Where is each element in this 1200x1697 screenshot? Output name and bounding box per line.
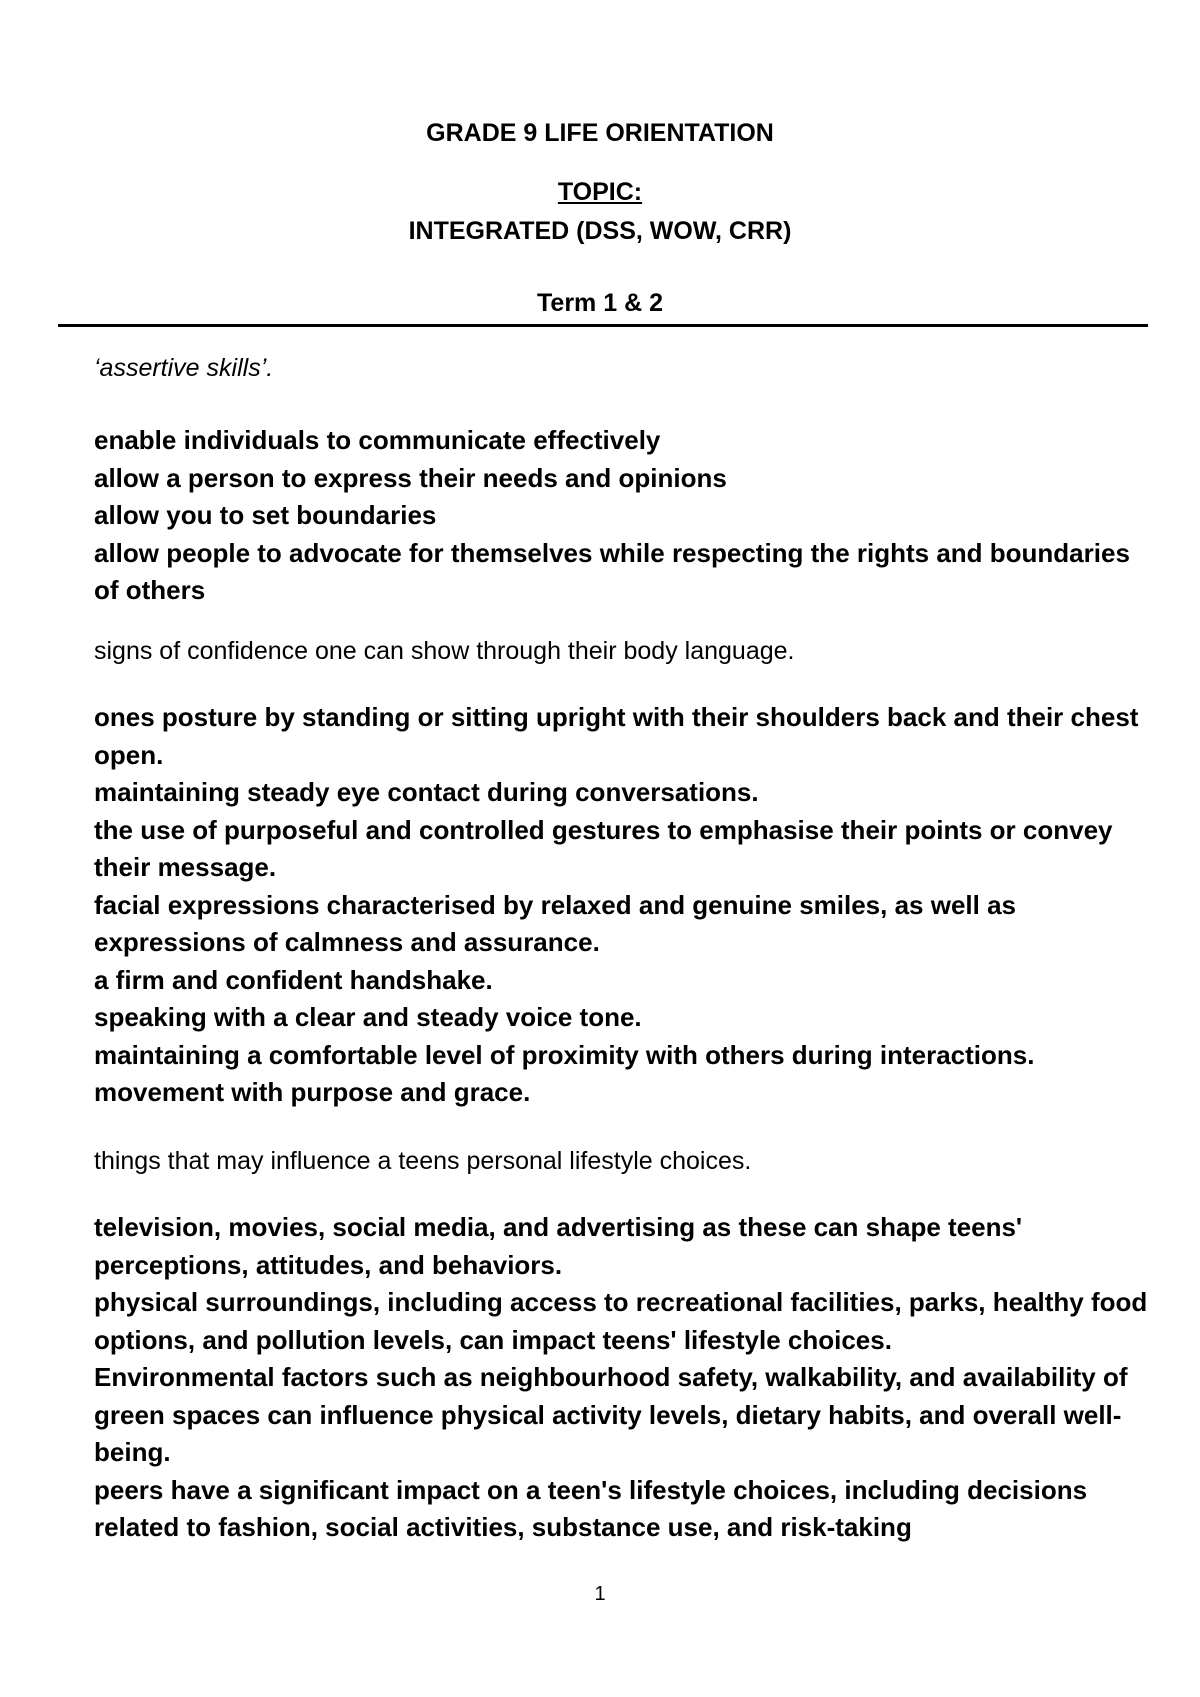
answer-item: physical surroundings, including access to recreational facilities, parks, healthy food options, and pollution levels, can impact teens' lifestyle choices. <box>94 1287 1148 1355</box>
section-prompt: ‘assertive skills’. <box>94 354 274 382</box>
answer-item: speaking with a clear and steady voice tone. <box>94 1002 642 1032</box>
answer-list <box>94 422 1154 610</box>
answer-item: a firm and confident handshake. <box>94 964 493 995</box>
answer-item: movement with purpose and grace. <box>94 1077 531 1107</box>
answer-item: ones posture by standing or sitting upright with their shoulders back and their chest open. <box>94 702 1139 770</box>
term-label: Term 1 & 2 <box>537 289 663 317</box>
answer-item: Environmental factors such as neighbourhood safety, walkability, and availability of green spaces can influence physical activity levels, dietary habits, and overall well-being. <box>94 1362 1128 1467</box>
page-number: 1 <box>594 1583 606 1605</box>
answer-item: maintaining a comfortable level of proximity with others during interactions. <box>94 1039 1035 1070</box>
topic-value: INTEGRATED (DSS, WOW, CRR) <box>408 217 792 245</box>
answer-item: allow you to set boundaries <box>94 500 437 530</box>
section-prompt: signs of confidence one can show through their body language. <box>94 637 795 665</box>
answer-item: the use of purposeful and controlled gestures to emphasise their points or convey their message. <box>94 814 1113 882</box>
answer-item: peers have a significant impact on a teen's lifestyle choices, including decisions related to fashion, social activities, substance use, and risk-taking <box>94 1474 1088 1542</box>
answer-item: maintaining steady eye contact during conversations. <box>94 777 759 807</box>
document-title: GRADE 9 LIFE ORIENTATION <box>426 119 774 147</box>
answer-item: facial expressions characterised by relaxed and genuine smiles, as well as expressions of calmness and assurance. <box>94 889 1017 957</box>
header-divider <box>58 324 1148 327</box>
answer-list <box>94 1209 1154 1547</box>
answer-item: enable individuals to communicate effectively <box>94 425 661 455</box>
section-prompt: things that may influence a teens personal lifestyle choices. <box>94 1147 752 1175</box>
answer-item: allow a person to express their needs and opinions <box>94 462 727 493</box>
answer-list <box>94 699 1154 1112</box>
topic-label: TOPIC: <box>557 178 643 206</box>
answer-item: allow people to advocate for themselves while respecting the rights and boundaries of others <box>94 537 1130 605</box>
answer-item: television, movies, social media, and advertising as these can shape teens' perceptions, attitudes, and behaviors. <box>94 1212 1023 1280</box>
